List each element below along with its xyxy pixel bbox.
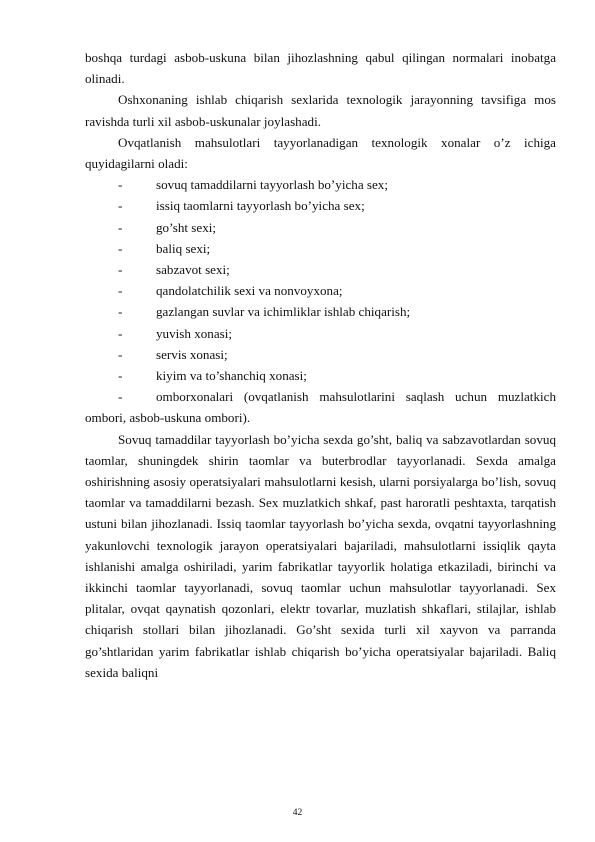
list-item-text: sabzavot sexi; bbox=[156, 262, 230, 278]
list-item bbox=[85, 174, 556, 195]
paragraph-equipment-placement: Oshxonaning ishlab chiqarish sexlarida texnologik jarayonning tavsifiga mos ravishda turli xil asbob-uskunalar joylashadi. bbox=[85, 92, 556, 129]
paragraph-continuation: boshqa turdagi asbob-uskuna bilan jihozlashning qabul qilingan normalari inobatga olinadi. bbox=[85, 50, 556, 87]
list-item bbox=[85, 280, 556, 301]
list-item-text: qandolatchilik sexi va nonvoyxona; bbox=[156, 283, 343, 299]
workshop-list bbox=[85, 174, 556, 428]
list-dash: - bbox=[118, 240, 123, 256]
list-item bbox=[85, 259, 556, 280]
list-dash: - bbox=[118, 198, 123, 214]
list-dash: - bbox=[118, 177, 123, 193]
list-item-text: kiyim va to’shanchiq xonasi; bbox=[156, 368, 307, 384]
list-item bbox=[85, 217, 556, 238]
list-item-text: yuvish xonasi; bbox=[156, 325, 233, 341]
list-item-text: gazlangan suvlar va ichimliklar ishlab chiqarish; bbox=[156, 304, 411, 320]
list-item bbox=[85, 238, 556, 259]
list-dash: - bbox=[118, 368, 123, 384]
list-item-text: sovuq tamaddilarni tayyorlash bo’yicha sex; bbox=[156, 177, 388, 193]
list-dash: - bbox=[118, 346, 123, 362]
body-text bbox=[85, 47, 556, 683]
list-dash: - bbox=[118, 304, 123, 320]
list-item bbox=[85, 195, 556, 216]
list-item-text: baliq sexi; bbox=[156, 240, 211, 256]
list-item-text: servis xonasi; bbox=[156, 346, 228, 362]
list-item-text: go’sht sexi; bbox=[156, 219, 217, 235]
list-dash: - bbox=[118, 283, 123, 299]
list-item bbox=[85, 301, 556, 322]
paragraph-cold-dishes-workshop: Sovuq tamaddilar tayyorlash bo’yicha sexda go’sht, baliq va sabzavotlardan sovuq taomlar, shuningdek shirin taomlar va buterbrodlar tayyorlanadi. Sexda amalga oshirishning asosiy operatsiyalari mahsulotlarni kesish, ularni porsiyalarga bo’lish, sovuq taomlar va tamaddilarni bezash. Sex muzlatkich shkaf, past haroratli peshtaxta, tarqatish ustuni bilan jihozlanadi. Issiq taomlar tayyorlash bo’yicha sexda, ovqatni tayyorlashning yakunlovchi texnologik jarayon operatsiyalari bajariladi, mahsulotlarni issiqlik qayta ishlanishi amalga oshiriladi, yarim fabrikatlar tayyorlik holatiga etkaziladi, birinchi va ikkinchi taomlar tayyorlanadi, sovuq taomlar uchun mahsulotlar tayyorlanadi. Sex plitalar, ovqat qaynatish qozonlari, elektr tovarlar, muzlatish shkaflari, stilajlar, ishlab chiqarish stollari bilan jihozlanadi. Go’sht sexida turli xil xayvon va parranda go’shtlaridan yarim fabrikatlar ishlab chiqarish bo’yicha operatsiyalar bajariladi. Baliq sexida baliqni bbox=[85, 431, 556, 680]
paragraph-list-intro: Ovqatlanish mahsulotlari tayyorlanadigan texnologik xonalar o’z ichiga quyidagilarni oladi: bbox=[85, 134, 556, 172]
list-dash: - bbox=[118, 325, 123, 341]
list-item-text: omborxonalari (ovqatlanish mahsulotlarini saqlash uchun muzlatkich ombori, asbob-uskuna ombori). bbox=[85, 389, 556, 426]
list-dash: - bbox=[118, 219, 123, 235]
list-item-text: issiq taomlarni tayyorlash bo’yicha sex; bbox=[156, 198, 365, 214]
list-item bbox=[85, 323, 556, 344]
list-dash: - bbox=[118, 262, 123, 278]
page-number: 42 bbox=[292, 808, 303, 818]
list-dash: - bbox=[118, 389, 123, 405]
list-item bbox=[85, 386, 556, 428]
list-item bbox=[85, 365, 556, 386]
list-item bbox=[85, 344, 556, 365]
